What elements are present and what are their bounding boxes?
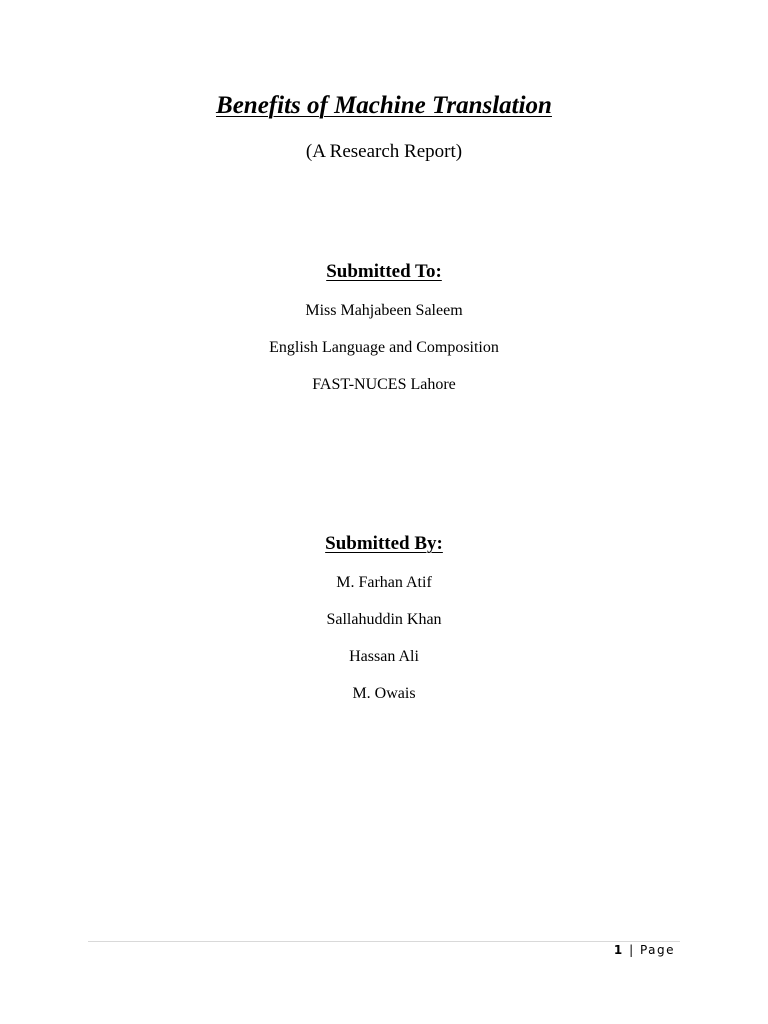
author-name: M. Farhan Atif	[336, 574, 432, 591]
submitted-to-heading: Submitted To:	[326, 261, 442, 282]
author-name: M. Owais	[352, 685, 416, 702]
page-separator: |	[629, 943, 635, 957]
recipient-institution: FAST-NUCES Lahore	[312, 376, 456, 393]
footer-divider	[88, 941, 680, 942]
author-name: Sallahuddin Khan	[326, 611, 442, 628]
recipient-name: Miss Mahjabeen Saleem	[305, 302, 463, 319]
author-name: Hassan Ali	[349, 648, 419, 665]
page-label: Page	[639, 943, 675, 957]
report-subtitle: (A Research Report)	[305, 141, 463, 162]
page-number: 1	[613, 943, 624, 957]
submitted-by-heading: Submitted By:	[325, 533, 443, 554]
report-title: Benefits of Machine Translation	[216, 92, 552, 119]
page-footer	[614, 943, 675, 957]
recipient-course: English Language and Composition	[269, 339, 499, 356]
